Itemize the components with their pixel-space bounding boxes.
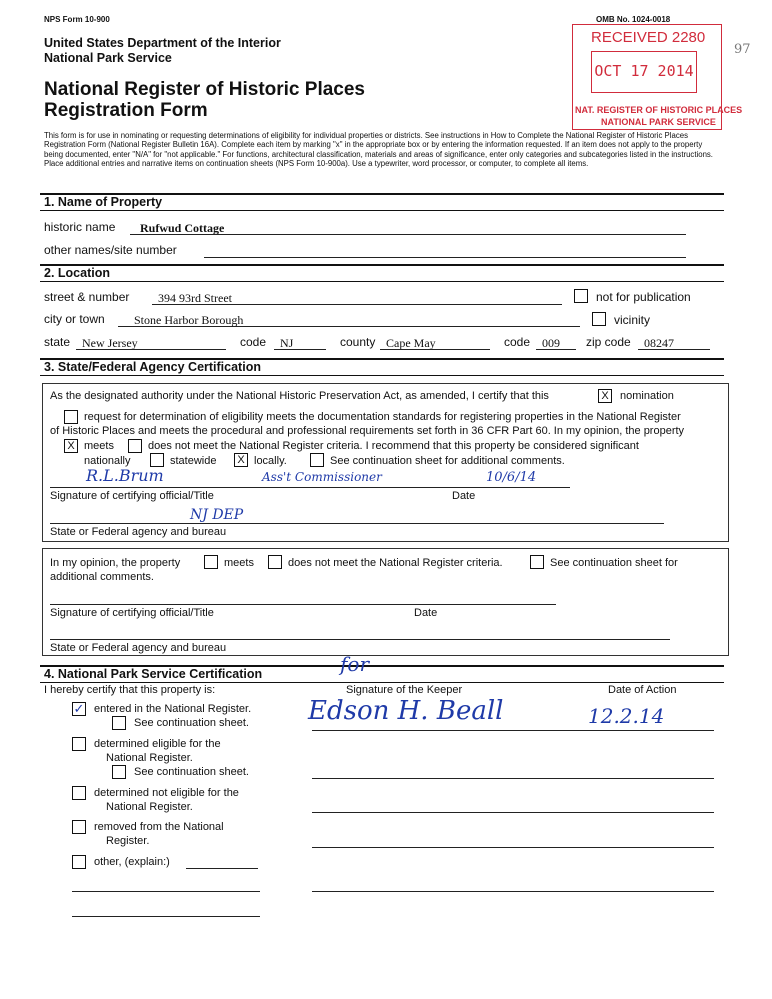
vicinity-label: vicinity <box>614 313 651 327</box>
county-code-value[interactable]: 009 <box>542 336 560 350</box>
opinion-text: In my opinion, the property <box>50 557 181 569</box>
certifying-signature: R.L.Brum <box>86 466 164 485</box>
certifying-date-handwritten: 10/6/14 <box>486 470 537 485</box>
historic-name-label: historic name <box>44 220 116 234</box>
request-checkbox[interactable] <box>64 410 78 424</box>
section-1-underline <box>40 210 724 211</box>
eligible-continuation-label: See continuation sheet. <box>134 766 249 778</box>
statewide-checkbox[interactable] <box>150 453 164 467</box>
historic-name-value[interactable]: Rufwud Cottage <box>140 221 225 235</box>
removed-label-1: removed from the National <box>94 821 224 833</box>
other-names-label: other names/site number <box>44 243 177 257</box>
request-text: request for determination of eligibility meets the documentation standards for registering properties in the National Register <box>84 411 681 423</box>
opinion-additional-label: additional comments. <box>50 571 154 583</box>
margin-note: 97 <box>734 42 751 57</box>
eligible-checkbox[interactable] <box>72 737 86 751</box>
keeper-signature: Edson H. Beall <box>308 696 504 726</box>
city-line <box>118 326 580 327</box>
omb-number: OMB No. 1024-0018 <box>596 15 671 24</box>
county-value[interactable]: Cape May <box>386 336 436 350</box>
section-4-underline <box>40 682 724 683</box>
for-handwritten: for <box>340 652 370 676</box>
nomination-label: nomination <box>620 390 674 402</box>
opinion-see-continuation-checkbox[interactable] <box>530 555 544 569</box>
section-2-underline <box>40 281 724 282</box>
signature-label: Signature of certifying official/Title <box>50 490 214 502</box>
see-continuation-checkbox[interactable] <box>310 453 324 467</box>
opinion-agency-line <box>50 639 670 640</box>
opinion-see-continuation-label: See continuation sheet for <box>550 557 678 569</box>
state-code-value[interactable]: NJ <box>280 336 294 350</box>
state-line <box>76 349 226 350</box>
form-title-line-1: National Register of Historic Places <box>44 79 365 100</box>
city-value[interactable]: Stone Harbor Borough <box>134 313 244 327</box>
not-for-publication-checkbox[interactable] <box>574 289 588 303</box>
not-eligible-checkbox[interactable] <box>72 786 86 800</box>
form-title-line-2: Registration Form <box>44 100 208 121</box>
meets-checkbox[interactable]: X <box>64 439 78 453</box>
entered-continuation-label: See continuation sheet. <box>134 717 249 729</box>
county-code-label: code <box>504 335 531 349</box>
other-explain-line[interactable] <box>186 868 258 869</box>
keeper-line-3 <box>312 812 714 813</box>
date-of-action-label: Date of Action <box>608 684 677 696</box>
dept-line-2: National Park Service <box>44 51 172 65</box>
other-names-line <box>204 257 686 258</box>
opinion-date-label: Date <box>414 607 438 619</box>
stamp-line-1: NAT. REGISTER OF HISTORIC PLACES <box>575 105 743 115</box>
removed-label-2: Register. <box>106 835 150 847</box>
meets-label: meets <box>84 440 114 452</box>
does-not-meet-text: does not meet the National Register criteria. I recommend that this property be considered significant <box>148 440 639 452</box>
certify-text: I hereby certify that this property is: <box>44 684 216 696</box>
other-explain-line-2[interactable] <box>72 891 260 892</box>
city-label: city or town <box>44 312 105 326</box>
agency-line <box>50 523 664 524</box>
state-code-label: code <box>240 335 267 349</box>
stamp-date-box <box>591 51 697 93</box>
not-for-publication-label: not for publication <box>596 290 691 304</box>
opinion-meets-checkbox[interactable] <box>204 555 218 569</box>
eligible-label-2: National Register. <box>106 752 193 764</box>
does-not-meet-checkbox[interactable] <box>128 439 142 453</box>
dept-line-1: United States Department of the Interior <box>44 36 281 50</box>
section-3-underline <box>40 375 724 376</box>
state-value[interactable]: New Jersey <box>82 336 138 350</box>
zip-label: zip code <box>586 335 631 349</box>
keeper-line-5 <box>312 891 714 892</box>
state-code-line <box>274 349 326 350</box>
historic-name-line <box>130 234 686 235</box>
keeper-line-2 <box>312 778 714 779</box>
agency-label: State or Federal agency and bureau <box>50 526 227 538</box>
zip-line <box>638 349 710 350</box>
keeper-line-4 <box>312 847 714 848</box>
section-2-title: 2. Location <box>44 266 110 280</box>
other-checkbox[interactable] <box>72 855 86 869</box>
locally-checkbox[interactable]: X <box>234 453 248 467</box>
certifying-signature-line <box>50 487 570 488</box>
agency-handwritten: NJ DEP <box>190 507 244 523</box>
section-1-title: 1. Name of Property <box>44 195 163 209</box>
county-code-line <box>536 349 576 350</box>
eligible-continuation-checkbox[interactable] <box>112 765 126 779</box>
opinion-does-not-meet-label: does not meet the National Register criteria. <box>288 557 503 569</box>
county-line <box>380 349 490 350</box>
locally-label: locally. <box>254 455 287 467</box>
vicinity-checkbox[interactable] <box>592 312 606 326</box>
other-explain-line-3[interactable] <box>72 916 260 917</box>
certifying-title-handwritten: Ass't Commissioner <box>262 470 382 484</box>
not-eligible-label-2: National Register. <box>106 801 193 813</box>
keeper-line-1 <box>312 730 714 731</box>
opinion-signature-line <box>50 604 556 605</box>
nationally-label: nationally <box>84 455 131 467</box>
nationally-checkbox[interactable] <box>64 453 78 467</box>
opinion-meets-label: meets <box>224 557 254 569</box>
not-eligible-label-1: determined not eligible for the <box>94 787 239 799</box>
opinion-signature-label: Signature of certifying official/Title <box>50 607 214 619</box>
stamp-line-2: NATIONAL PARK SERVICE <box>601 117 716 127</box>
section-4-title: 4. National Park Service Certification <box>44 667 263 681</box>
date-label: Date <box>452 490 476 502</box>
opinion-agency-label: State or Federal agency and bureau <box>50 642 227 654</box>
form-number: NPS Form 10-900 <box>44 15 110 24</box>
zip-value[interactable]: 08247 <box>644 336 674 350</box>
entered-label: entered in the National Register. <box>94 703 252 715</box>
other-label: other, (explain:) <box>94 856 170 868</box>
statewide-label: statewide <box>170 455 217 467</box>
street-line <box>152 304 562 305</box>
section-3-title: 3. State/Federal Agency Certification <box>44 360 261 374</box>
street-value[interactable]: 394 93rd Street <box>158 291 232 305</box>
date-of-action-handwritten: 12.2.14 <box>588 704 665 728</box>
entered-checkbox[interactable]: ✓ <box>73 701 85 716</box>
keeper-label: Signature of the Keeper <box>346 684 463 696</box>
state-label: state <box>44 335 71 349</box>
authority-text: As the designated authority under the National Historic Preservation Act, as amended, I certify that this <box>50 390 549 402</box>
see-continuation-label: See continuation sheet for additional comments. <box>330 455 565 467</box>
removed-checkbox[interactable] <box>72 820 86 834</box>
county-label: county <box>340 335 376 349</box>
opinion-does-not-meet-checkbox[interactable] <box>268 555 282 569</box>
instructions-text: This form is for use in nominating or requesting determinations of eligibility for individual properties or districts. See instructions in How to Complete the National Register of Historic Places Registration Form (National Register Bulletin 16A). Complete each item by marking "x" in the appropriate box or by entering the information requested. If an item does not apply to the property being documented, enter "N/A" for "not applicable." For functions, architectural classification, materials and areas of significance, enter only categories and subcategories listed in the instructions. Place additional entries and narrative items on continuation sheets (NPS Form 10-900a). Use a typewriter, word processor, or computer, to complete all items. <box>44 131 713 169</box>
standards-text: of Historic Places and meets the procedural and professional requirements set forth in 36 CFR Part 60. In my opinion, the property <box>50 425 685 437</box>
street-label: street & number <box>44 290 130 304</box>
section-2-rule <box>40 264 724 266</box>
nomination-checkbox[interactable]: X <box>598 389 612 403</box>
entered-continuation-checkbox[interactable] <box>112 716 126 730</box>
eligible-label-1: determined eligible for the <box>94 738 221 750</box>
stamp-received: RECEIVED 2280 <box>591 29 706 46</box>
stamp-date: OCT 17 2014 <box>594 62 694 80</box>
